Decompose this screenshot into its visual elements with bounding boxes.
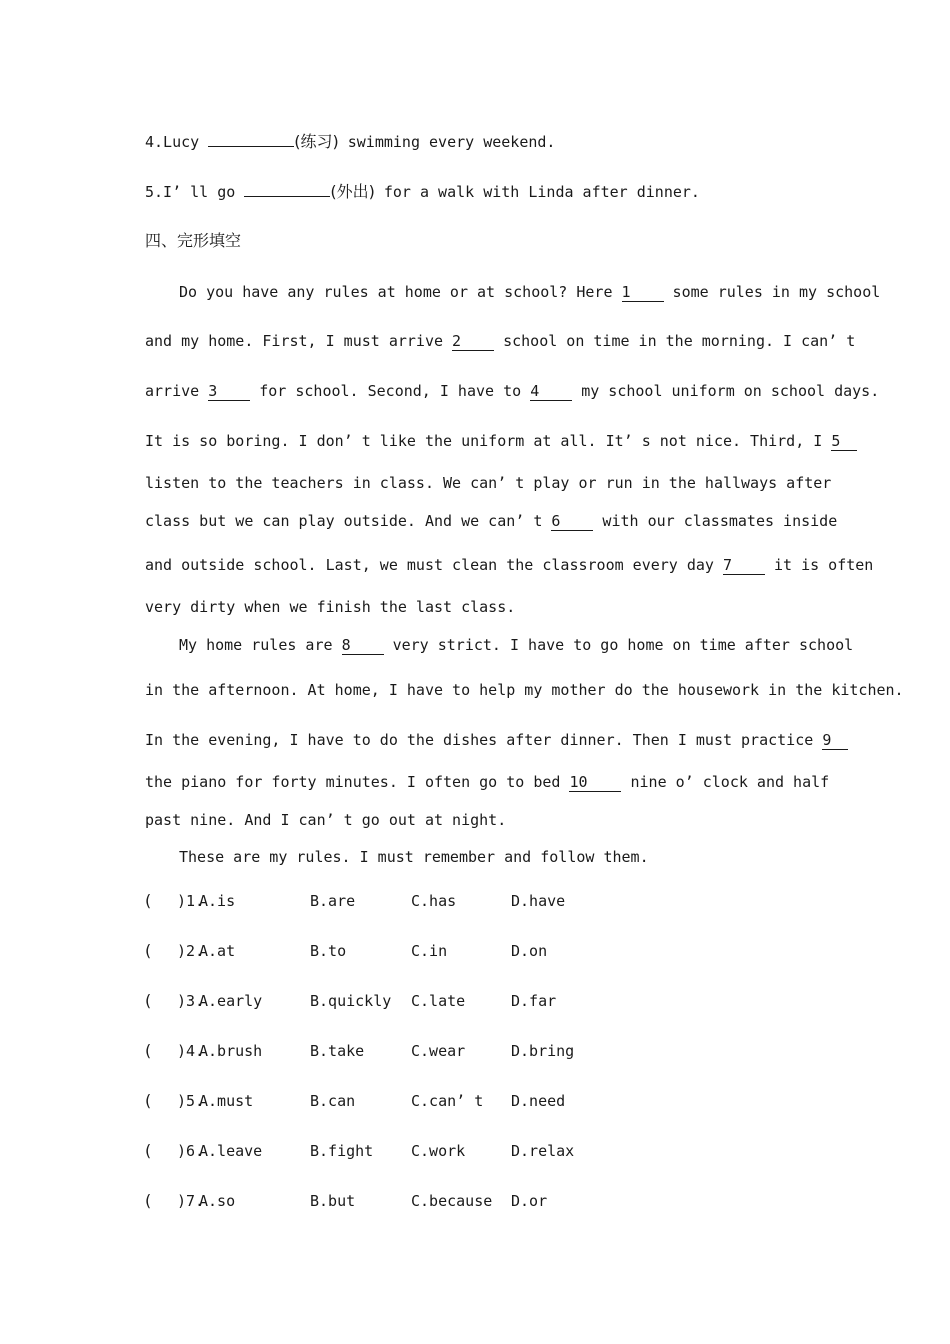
answer-paren-open[interactable]: ( (145, 1091, 152, 1110)
option-c: C.wear (411, 1042, 466, 1060)
passage-blank-9: 9 (822, 732, 848, 750)
passage-blank-6: 6 (551, 513, 593, 531)
option-b: B.can (310, 1092, 356, 1110)
option-c: C.late (411, 992, 466, 1010)
passage-line (145, 555, 874, 575)
question-5-suffix: for a walk with Linda after dinner. (374, 183, 700, 201)
section-title: 四、完形填空 (145, 231, 242, 250)
option-b: B.are (310, 892, 356, 910)
question-number: )5. (177, 1092, 205, 1110)
passage-text: very dirty when we finish the last class. (145, 598, 516, 616)
answer-paren-open[interactable]: ( (145, 991, 152, 1010)
option-b: B.take (310, 1042, 365, 1060)
passage-text: nine o’ clock and half (621, 773, 830, 791)
option-b: B.to (310, 942, 347, 960)
passage-text: in the afternoon. At home, I have to help my mother do the housework in the kitchen. (145, 681, 904, 699)
passage-text: with our classmates inside (593, 512, 838, 530)
option-c: C.can’ t (411, 1092, 484, 1110)
answer-blank-5[interactable] (244, 196, 330, 197)
passage-line (145, 431, 841, 451)
passage-blank-10: 10 (569, 774, 621, 792)
passage-text: very strict. I have to go home on time after school (383, 636, 854, 654)
question-5 (145, 182, 807, 202)
question-number: )6. (177, 1142, 205, 1160)
option-a: A.so (199, 1192, 236, 1210)
passage-text: These are my rules. I must remember and follow them. (179, 848, 649, 866)
answer-paren-open[interactable]: ( (145, 1141, 152, 1160)
option-a: A.brush (199, 1042, 263, 1060)
passage-text: Do you have any rules at home or at school? Here (179, 283, 622, 301)
option-a: A.leave (199, 1142, 263, 1160)
answer-paren-open[interactable]: ( (145, 941, 152, 960)
passage-blank-1: 1 (622, 284, 664, 302)
passage-line (145, 331, 856, 351)
option-d: D.on (511, 942, 548, 960)
question-4-prefix: 4.Lucy (145, 133, 209, 151)
option-c: C.has (411, 892, 457, 910)
passage-text: My home rules are (179, 636, 342, 654)
passage-line (145, 597, 807, 617)
option-b: B.quickly (310, 992, 392, 1010)
option-a: A.must (199, 1092, 254, 1110)
passage-blank-4: 4 (530, 383, 572, 401)
passage-blank-7: 7 (723, 557, 765, 575)
passage-line (179, 847, 807, 867)
question-number: )1. (177, 892, 205, 910)
passage-text: and outside school. Last, we must clean the classroom every day (145, 556, 723, 574)
passage-text: listen to the teachers in class. We can’ t play or run in the hallways after (145, 474, 832, 492)
passage-blank-3: 3 (208, 383, 250, 401)
question-4-hint: (练习) (294, 132, 339, 151)
passage-line (145, 810, 807, 830)
passage-text: it is often (764, 556, 874, 574)
passage-line (179, 282, 881, 302)
question-number: )3. (177, 992, 205, 1010)
option-d: D.or (511, 1192, 548, 1210)
question-number: )2. (177, 942, 205, 960)
option-a: A.at (199, 942, 236, 960)
question-number: )7. (177, 1192, 205, 1210)
passage-text: past nine. And I can’ t go out at night. (145, 811, 507, 829)
answer-paren-open[interactable]: ( (145, 891, 152, 910)
passage-text: for school. Second, I have to (250, 382, 531, 400)
passage-line (145, 730, 832, 750)
passage-text: It is so boring. I don’ t like the uniform at all. It’ s not nice. Third, I (145, 432, 832, 450)
answer-paren-open[interactable]: ( (145, 1191, 152, 1210)
passage-text: some rules in my school (663, 283, 881, 301)
passage-text: my school uniform on school days. (572, 382, 880, 400)
option-d: D.bring (511, 1042, 575, 1060)
question-number: )4. (177, 1042, 205, 1060)
question-4-suffix: swimming every weekend. (338, 133, 556, 151)
option-d: D.have (511, 892, 566, 910)
option-b: B.but (310, 1192, 356, 1210)
passage-blank-8: 8 (342, 637, 384, 655)
question-5-hint: (外出) (330, 182, 375, 201)
option-d: D.far (511, 992, 557, 1010)
passage-line (145, 381, 880, 401)
passage-text: arrive (145, 382, 209, 400)
option-b: B.fight (310, 1142, 374, 1160)
passage-blank-5: 5 (831, 433, 857, 451)
passage-line (145, 473, 832, 493)
question-4 (145, 132, 807, 152)
option-c: C.work (411, 1142, 466, 1160)
passage-line (145, 772, 830, 792)
option-d: D.relax (511, 1142, 575, 1160)
passage-text: and my home. First, I must arrive (145, 332, 453, 350)
passage-line (145, 680, 904, 700)
option-a: A.is (199, 892, 236, 910)
question-5-prefix: 5.I’ ll go (145, 183, 245, 201)
answer-paren-open[interactable]: ( (145, 1041, 152, 1060)
passage-text: the piano for forty minutes. I often go to bed (145, 773, 570, 791)
option-a: A.early (199, 992, 263, 1010)
option-c: C.because (411, 1192, 493, 1210)
passage-line (145, 511, 838, 531)
passage-blank-2: 2 (452, 333, 494, 351)
passage-text: In the evening, I have to do the dishes after dinner. Then I must practice (145, 731, 823, 749)
passage-text: school on time in the morning. I can’ t (494, 332, 856, 350)
option-d: D.need (511, 1092, 566, 1110)
passage-text: class but we can play outside. And we can’ t (145, 512, 552, 530)
option-c: C.in (411, 942, 448, 960)
passage-line (179, 635, 854, 655)
answer-blank-4[interactable] (208, 146, 294, 147)
